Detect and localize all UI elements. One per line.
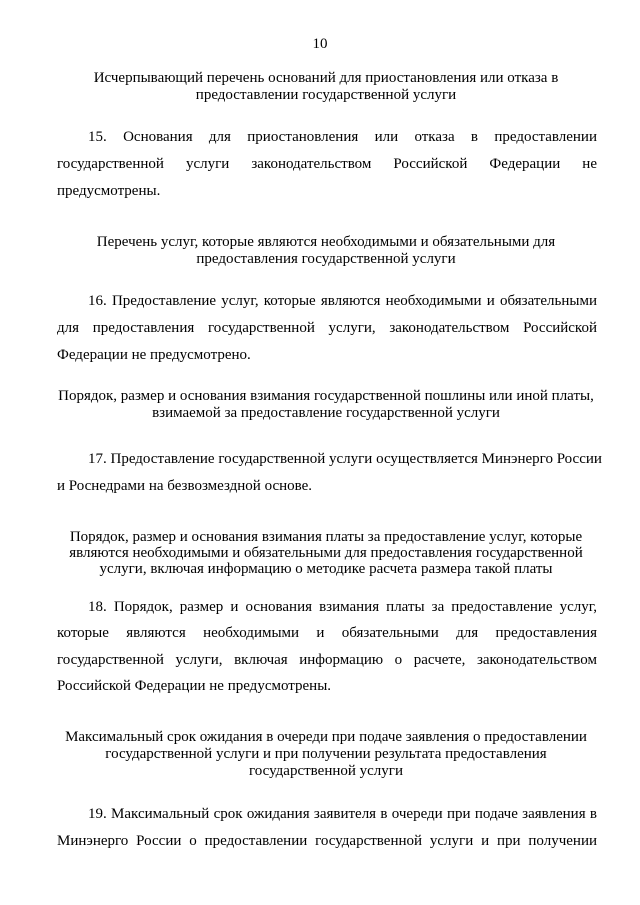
paragraph-line: государственной услуги законодательством Российской Федерации не bbox=[57, 156, 597, 172]
paragraph-line: предусмотрены. bbox=[57, 183, 161, 199]
section-heading-line: Максимальный срок ожидания в очереди при подаче заявления о предоставлении bbox=[65, 729, 587, 745]
paragraph-line: которые являются необходимыми и обязательными для предоставления bbox=[57, 625, 597, 641]
paragraph-line: 15. Основания для приостановления или отказа в предоставлении bbox=[88, 129, 597, 145]
section-heading-line: государственной услуги bbox=[249, 763, 403, 779]
paragraph-line: 18. Порядок, размер и основания взимания платы за предоставление услуг, bbox=[88, 599, 597, 615]
section-heading-line: государственной услуги и при получении результата предоставления bbox=[105, 746, 547, 762]
paragraph-line: 19. Максимальный срок ожидания заявителя в очереди при подаче заявления в bbox=[88, 806, 597, 822]
paragraph-line: государственной услуги, включая информацию о расчете, законодательством bbox=[57, 652, 597, 668]
section-heading-line: взимаемой за предоставление государственной услуги bbox=[152, 405, 500, 421]
page-number: 10 bbox=[312, 36, 328, 52]
section-heading-line: являются необходимыми и обязательными для предоставления государственной bbox=[69, 545, 583, 561]
paragraph-line: 17. Предоставление государственной услуги осуществляется Минэнерго России bbox=[88, 451, 602, 467]
section-heading-line: Исчерпывающий перечень оснований для приостановления или отказа в bbox=[93, 70, 559, 86]
section-heading-line: предоставлении государственной услуги bbox=[195, 87, 457, 103]
section-heading-line: Порядок, размер и основания взимания государственной пошлины или иной платы, bbox=[58, 388, 594, 404]
paragraph-line: Минэнерго России о предоставлении государственной услуги и при получении bbox=[57, 833, 597, 849]
paragraph-line: Федерации не предусмотрено. bbox=[57, 347, 251, 363]
paragraph-line: 16. Предоставление услуг, которые являются необходимыми и обязательными bbox=[88, 293, 597, 309]
section-heading-line: предоставления государственной услуги bbox=[196, 251, 456, 267]
section-heading-line: Порядок, размер и основания взимания платы за предоставление услуг, которые bbox=[69, 529, 583, 545]
section-heading-line: услуги, включая информацию о методике расчета размера такой платы bbox=[99, 561, 553, 577]
paragraph-line: Российской Федерации не предусмотрены. bbox=[57, 678, 332, 694]
paragraph-line: и Роснедрами на безвозмездной основе. bbox=[57, 478, 313, 494]
paragraph-line: для предоставления государственной услуги, законодательством Российской bbox=[57, 320, 597, 336]
section-heading-line: Перечень услуг, которые являются необходимыми и обязательными для bbox=[96, 234, 556, 250]
